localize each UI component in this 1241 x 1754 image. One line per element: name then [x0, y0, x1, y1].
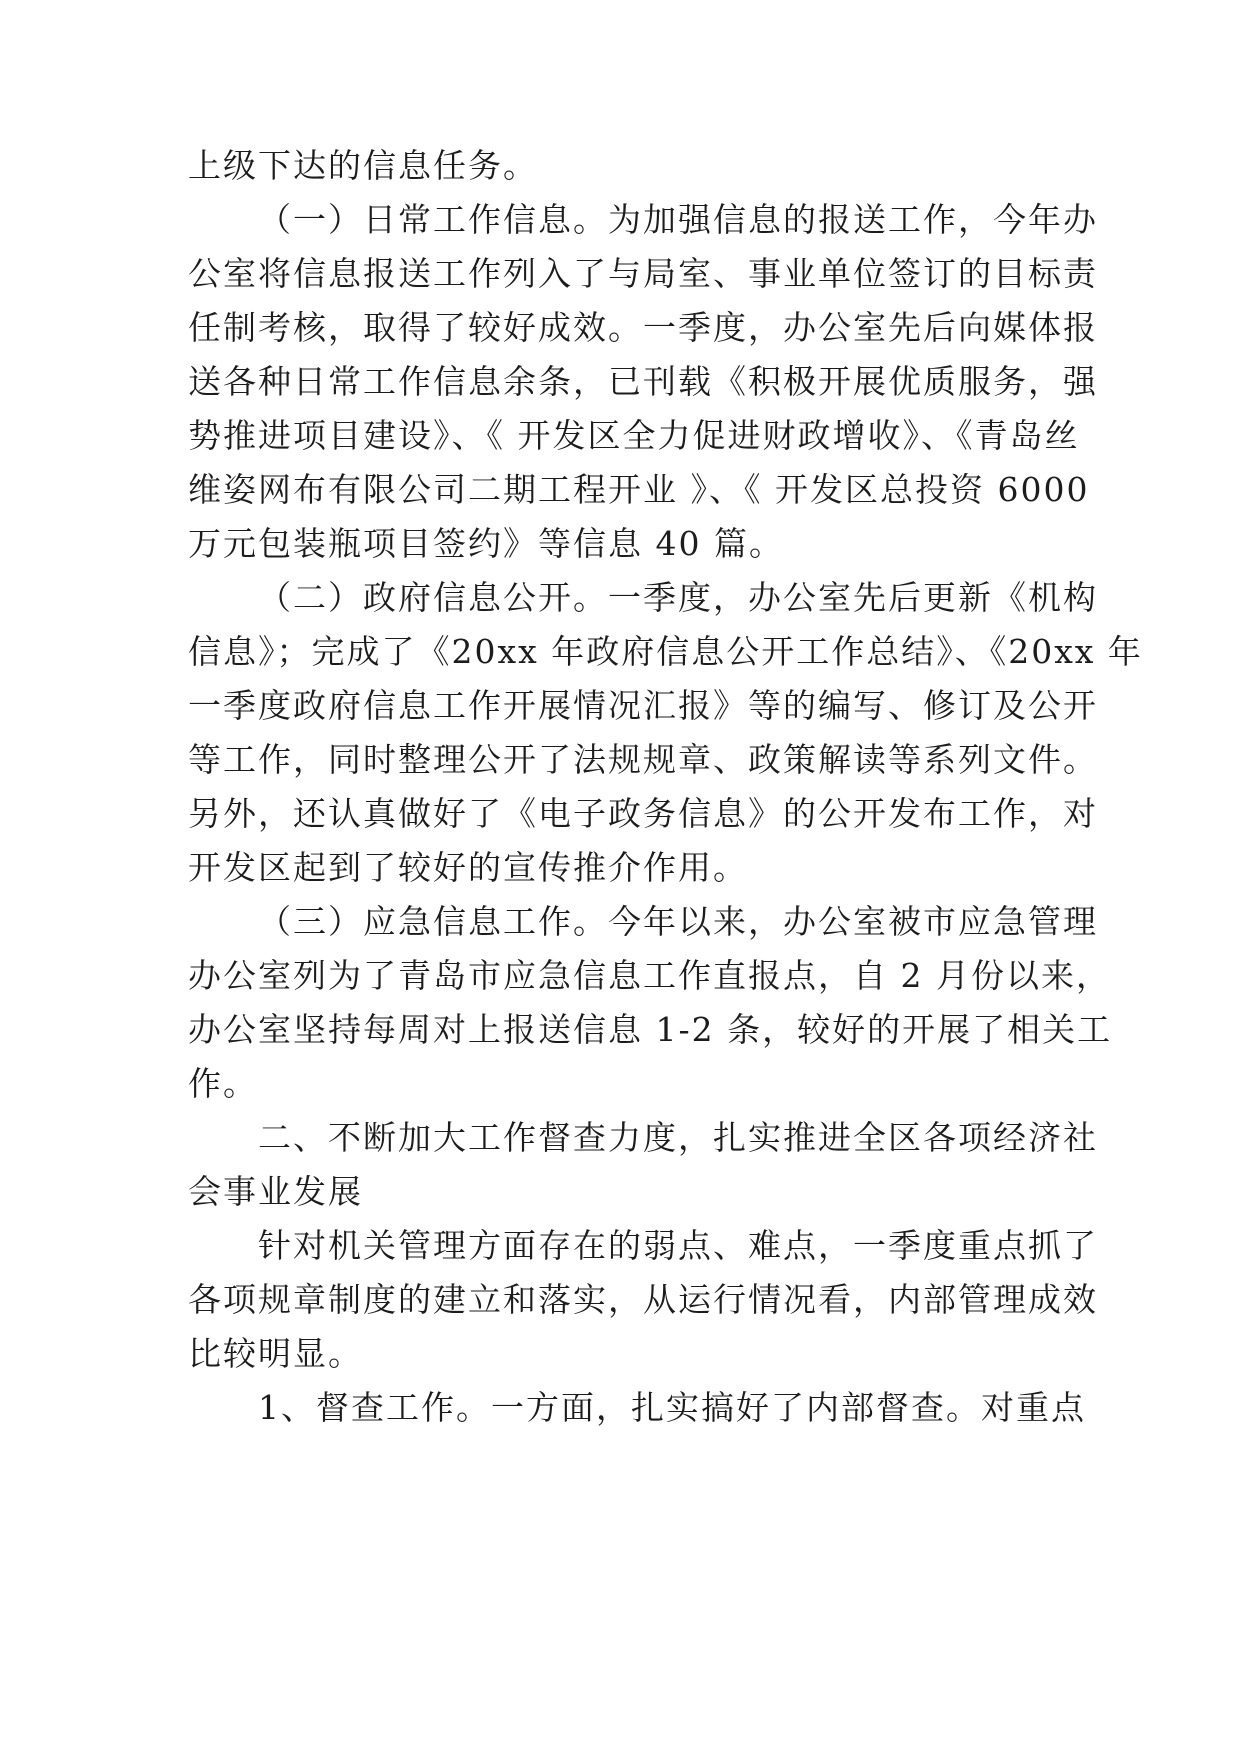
text-line: 任制考核，取得了较好成效。一季度，办公室先后向媒体报 — [188, 308, 1098, 347]
text-line: 另外，还认真做好了《电子政务信息》的公开发布工作，对 — [188, 794, 1098, 833]
text-line: 针对机关管理方面存在的弱点、难点，一季度重点抓了 — [258, 1226, 1098, 1265]
text-line: 等工作，同时整理公开了法规规章、政策解读等系列文件。 — [188, 740, 1098, 779]
text-line: 各项规章制度的建立和落实，从运行情况看，内部管理成效 — [188, 1280, 1098, 1319]
text-line: 公室将信息报送工作列入了与局室、事业单位签订的目标责 — [188, 254, 1098, 293]
text-line: 信息》；完成了《20xx 年政府信息公开工作总结》、《20xx 年 — [188, 632, 1143, 671]
text-line: 一季度政府信息工作开展情况汇报》等的编写、修订及公开 — [188, 686, 1098, 725]
text-line: 办公室列为了青岛市应急信息工作直报点，自 2 月份以来， — [188, 956, 1111, 995]
paragraph-heading-1: （一）日常工作信息。为加强信息的报送工作，今年办 — [258, 200, 1098, 239]
item-heading-1: 1、督查工作。一方面，扎实搞好了内部督查。对重点 — [258, 1388, 1086, 1427]
text-line: 维姿网布有限公司二期工程开业 》、《 开发区总投资 6000 — [188, 470, 1090, 509]
paragraph-heading-2: （二）政府信息公开。一季度，办公室先后更新《机构 — [258, 578, 1098, 617]
text-line: 开发区起到了较好的宣传推介作用。 — [188, 848, 748, 887]
section-heading-2: 二、不断加大工作督查力度，扎实推进全区各项经济社 — [258, 1118, 1098, 1157]
text-line: 办公室坚持每周对上报送信息 1-2 条，较好的开展了相关工 — [188, 1010, 1113, 1049]
text-line: 会事业发展 — [188, 1172, 363, 1211]
text-line: 万元包装瓶项目签约》等信息 40 篇。 — [188, 524, 784, 563]
text-line: 送各种日常工作信息余条，已刊载《积极开展优质服务，强 — [188, 362, 1098, 401]
text-line: 势推进项目建设》、《 开发区全力促进财政增收》、《青岛丝 — [188, 416, 1080, 455]
text-line: 上级下达的信息任务。 — [188, 146, 538, 185]
paragraph-heading-3: （三）应急信息工作。今年以来，办公室被市应急管理 — [258, 902, 1098, 941]
text-line: 作。 — [188, 1064, 258, 1103]
text-line: 比较明显。 — [188, 1334, 363, 1373]
